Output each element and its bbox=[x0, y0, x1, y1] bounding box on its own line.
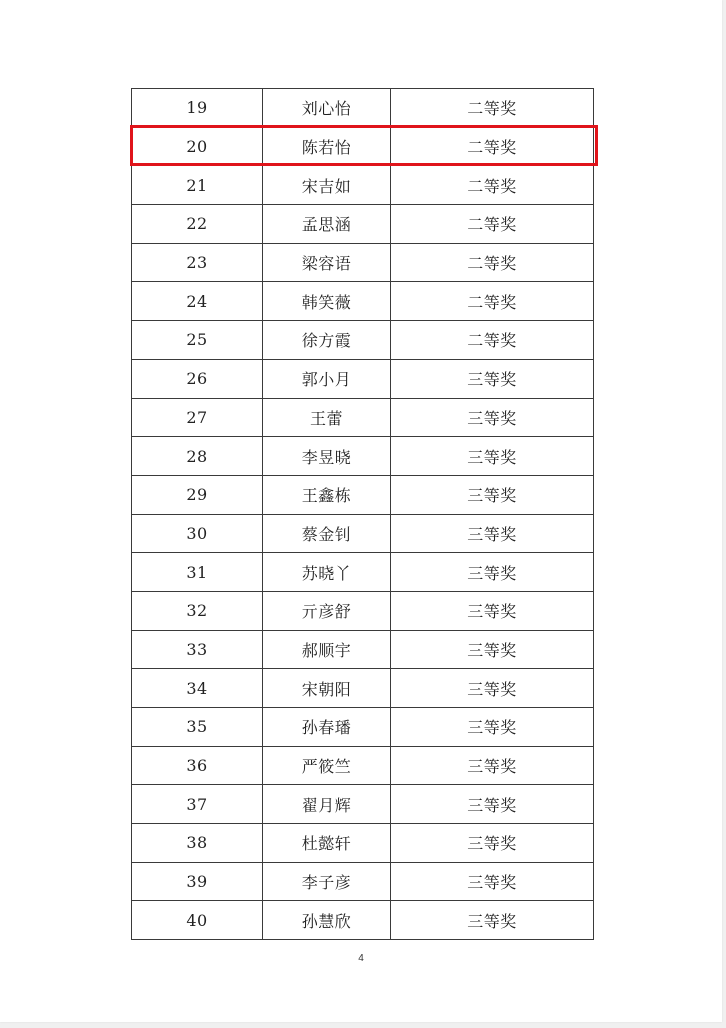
award-level: 三等奖 bbox=[391, 553, 594, 592]
award-level: 三等奖 bbox=[391, 437, 594, 476]
row-number: 36 bbox=[132, 746, 263, 785]
row-number: 26 bbox=[132, 359, 263, 398]
award-level: 三等奖 bbox=[391, 862, 594, 901]
award-level: 三等奖 bbox=[391, 514, 594, 553]
student-name: 韩笑薇 bbox=[263, 282, 391, 321]
row-number: 30 bbox=[132, 514, 263, 553]
award-level: 三等奖 bbox=[391, 591, 594, 630]
award-level: 三等奖 bbox=[391, 475, 594, 514]
row-number: 28 bbox=[132, 437, 263, 476]
row-number: 24 bbox=[132, 282, 263, 321]
row-number: 37 bbox=[132, 785, 263, 824]
row-number: 20 bbox=[132, 127, 263, 166]
table-row bbox=[132, 862, 594, 901]
awards-table bbox=[131, 88, 594, 940]
table-row bbox=[132, 359, 594, 398]
table-row bbox=[132, 127, 594, 166]
awards-table-body bbox=[132, 89, 594, 940]
row-number: 39 bbox=[132, 862, 263, 901]
student-name: 梁容语 bbox=[263, 243, 391, 282]
student-name: 孟思涵 bbox=[263, 205, 391, 244]
row-number: 19 bbox=[132, 89, 263, 128]
student-name: 杜懿轩 bbox=[263, 824, 391, 863]
table-row bbox=[132, 166, 594, 205]
table-row bbox=[132, 205, 594, 244]
award-level: 二等奖 bbox=[391, 282, 594, 321]
award-level: 三等奖 bbox=[391, 359, 594, 398]
award-level: 三等奖 bbox=[391, 785, 594, 824]
row-number: 31 bbox=[132, 553, 263, 592]
table-row bbox=[132, 321, 594, 360]
award-level: 二等奖 bbox=[391, 89, 594, 128]
row-number: 29 bbox=[132, 475, 263, 514]
award-level: 二等奖 bbox=[391, 243, 594, 282]
award-level: 三等奖 bbox=[391, 746, 594, 785]
student-name: 孙慧欣 bbox=[263, 901, 391, 940]
award-level: 三等奖 bbox=[391, 398, 594, 437]
table-row bbox=[132, 901, 594, 940]
row-number: 32 bbox=[132, 591, 263, 630]
student-name: 陈若怡 bbox=[263, 127, 391, 166]
table-row bbox=[132, 398, 594, 437]
student-name: 宋朝阳 bbox=[263, 669, 391, 708]
row-number: 27 bbox=[132, 398, 263, 437]
table-row bbox=[132, 785, 594, 824]
row-number: 40 bbox=[132, 901, 263, 940]
table-row bbox=[132, 708, 594, 747]
student-name: 刘心怡 bbox=[263, 89, 391, 128]
table-row bbox=[132, 553, 594, 592]
row-number: 21 bbox=[132, 166, 263, 205]
award-level: 三等奖 bbox=[391, 630, 594, 669]
student-name: 亓彦舒 bbox=[263, 591, 391, 630]
student-name: 李昱晓 bbox=[263, 437, 391, 476]
table-row bbox=[132, 591, 594, 630]
award-level: 二等奖 bbox=[391, 127, 594, 166]
table-row bbox=[132, 282, 594, 321]
student-name: 蔡金钊 bbox=[263, 514, 391, 553]
table-row bbox=[132, 824, 594, 863]
table-row bbox=[132, 89, 594, 128]
student-name: 宋吉如 bbox=[263, 166, 391, 205]
table-row bbox=[132, 243, 594, 282]
student-name: 翟月辉 bbox=[263, 785, 391, 824]
row-number: 34 bbox=[132, 669, 263, 708]
award-level: 二等奖 bbox=[391, 166, 594, 205]
award-level: 三等奖 bbox=[391, 901, 594, 940]
student-name: 严筱竺 bbox=[263, 746, 391, 785]
row-number: 35 bbox=[132, 708, 263, 747]
row-number: 23 bbox=[132, 243, 263, 282]
table-row bbox=[132, 475, 594, 514]
student-name: 苏晓丫 bbox=[263, 553, 391, 592]
award-level: 二等奖 bbox=[391, 205, 594, 244]
student-name: 李子彦 bbox=[263, 862, 391, 901]
student-name: 王鑫栋 bbox=[263, 475, 391, 514]
student-name: 孙春璠 bbox=[263, 708, 391, 747]
page-number: 4 bbox=[358, 953, 364, 964]
row-number: 22 bbox=[132, 205, 263, 244]
student-name: 郝顺宇 bbox=[263, 630, 391, 669]
table-row bbox=[132, 437, 594, 476]
award-level: 三等奖 bbox=[391, 824, 594, 863]
table-row bbox=[132, 746, 594, 785]
award-level: 三等奖 bbox=[391, 669, 594, 708]
table-row bbox=[132, 630, 594, 669]
row-number: 33 bbox=[132, 630, 263, 669]
row-number: 38 bbox=[132, 824, 263, 863]
table-row bbox=[132, 669, 594, 708]
row-number: 25 bbox=[132, 321, 263, 360]
award-level: 二等奖 bbox=[391, 321, 594, 360]
student-name: 徐方霞 bbox=[263, 321, 391, 360]
table-row bbox=[132, 514, 594, 553]
student-name: 郭小月 bbox=[263, 359, 391, 398]
student-name: 王蕾 bbox=[263, 398, 391, 437]
award-level: 三等奖 bbox=[391, 708, 594, 747]
